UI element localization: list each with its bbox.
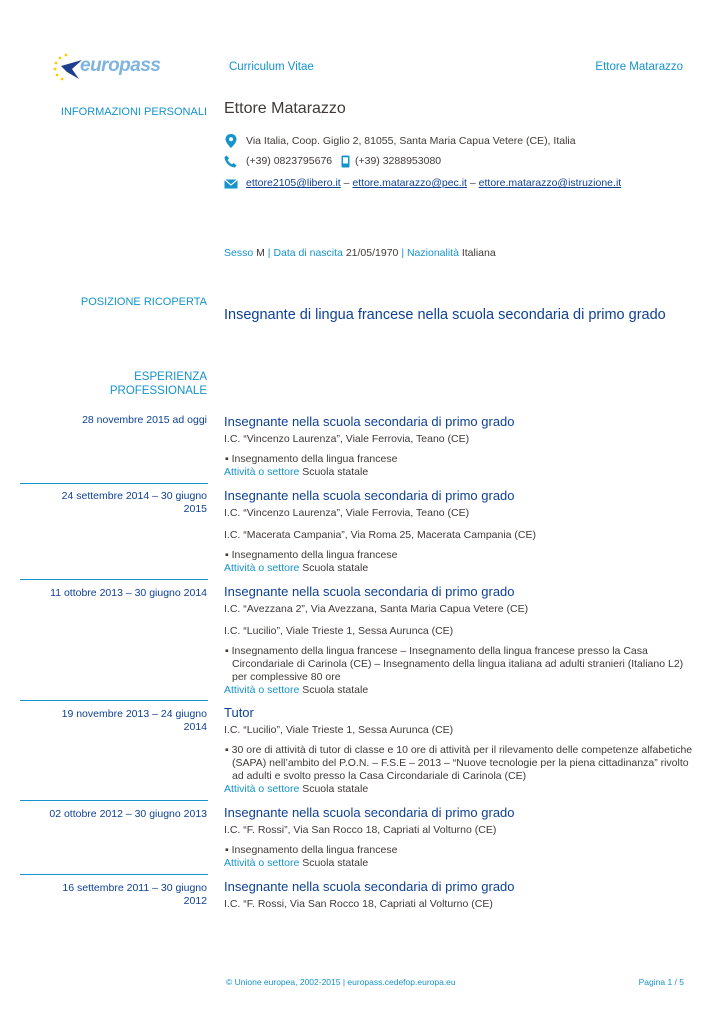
activity-label: Attività o settore <box>224 684 300 696</box>
footer-copyright: © Unione europea, 2002-2015 | europass.cedefop.europa.eu <box>226 977 456 987</box>
sex-label: Sesso <box>224 247 254 259</box>
job-employer: I.C. “Lucilio”, Viale Trieste 1, Sessa Aurunca (CE) <box>224 625 454 637</box>
job-employer: I.C. “Vincenzo Laurenza”, Viale Ferrovia, Teano (CE) <box>224 507 470 519</box>
date-line: 16 settembre 2011 – 30 giugno <box>62 882 207 894</box>
divider <box>20 874 208 875</box>
logo-text: europass <box>80 55 161 76</box>
section-label-personal: INFORMAZIONI PERSONALI <box>60 106 207 118</box>
job-description: ▪ Insegnamento della lingua francese <box>225 844 398 856</box>
separator-bar: | <box>267 247 271 259</box>
position-text: Insegnante di lingua francese nella scuola secondaria di primo grado <box>224 307 666 323</box>
job-date <box>20 882 207 908</box>
job-employer: I.C. “Vincenzo Laurenza”, Viale Ferrovia, Teano (CE) <box>224 433 470 445</box>
nationality-value: Italiana <box>461 247 496 259</box>
section-label-line: PROFESSIONALE <box>109 385 207 397</box>
footer-page-number: Pagina 1 / 5 <box>638 977 684 987</box>
job-sector <box>224 466 694 479</box>
location-pin-icon <box>225 134 237 148</box>
sex-value: M <box>256 247 265 259</box>
job-title: Insegnante nella scuola secondaria di primo grado <box>224 879 515 894</box>
date-line: 2012 <box>183 895 207 907</box>
activity-value: Scuola statale <box>302 783 369 795</box>
job-title: Insegnante nella scuola secondaria di primo grado <box>224 488 515 503</box>
address-row <box>224 134 704 150</box>
section-label-experience <box>20 370 207 398</box>
job-employer: I.C. “F. Rossi, Via San Rocco 18, Capriati al Volturno (CE) <box>224 898 493 910</box>
email-envelope-icon <box>224 179 238 189</box>
europass-logo <box>52 52 161 82</box>
activity-value: Scuola statale <box>302 562 369 574</box>
job-sector <box>224 857 694 870</box>
email-link-1[interactable]: ettore2105@libero.it <box>246 177 341 189</box>
phone-text: (+39) 0823795676 <box>246 155 333 167</box>
email-separator: – <box>469 177 476 189</box>
job-entry <box>224 584 694 697</box>
activity-label: Attività o settore <box>224 562 300 574</box>
job-employer: I.C. “Lucilio”, Viale Trieste 1, Sessa Aurunca (CE) <box>224 724 454 736</box>
doc-title: Curriculum Vitae <box>229 61 314 73</box>
date-line: 24 settembre 2014 – 30 giugno <box>61 490 207 502</box>
job-date: 28 novembre 2015 ad oggi <box>82 414 207 426</box>
header-name: Ettore Matarazzo <box>595 61 683 73</box>
job-sector <box>224 562 694 575</box>
job-sector <box>224 684 694 697</box>
section-label-line: ESPERIENZA <box>134 371 207 383</box>
activity-value: Scuola statale <box>302 857 369 869</box>
job-date: 02 ottobre 2012 – 30 giugno 2013 <box>49 808 207 820</box>
date-line: 2014 <box>183 721 207 733</box>
date-line: 19 novembre 2013 – 24 giugno <box>61 708 207 720</box>
divider <box>20 579 208 580</box>
job-employer: I.C. “F. Rossi”, Via San Rocco 18, Capriati al Volturno (CE) <box>224 824 497 836</box>
job-date <box>20 708 207 734</box>
job-entry <box>224 414 694 479</box>
job-title: Insegnante nella scuola secondaria di primo grado <box>224 584 515 599</box>
email-link-2[interactable]: ettore.matarazzo@pec.it <box>352 177 467 189</box>
separator-bar: | <box>401 247 405 259</box>
job-date <box>20 490 207 516</box>
date-line: 2015 <box>183 503 207 515</box>
job-description: ▪ Insegnamento della lingua francese – Insegnamento della lingua francese presso la Casa Circondariale di Carinola (CE) – Insegnamento della lingua italiana ad adulti stranieri (Italiano L2) per complessive 80 ore <box>225 645 684 683</box>
divider <box>20 483 208 484</box>
job-title: Tutor <box>224 705 254 720</box>
mobile-phone-icon <box>341 155 350 168</box>
job-description: ▪ Insegnamento della lingua francese <box>225 453 398 465</box>
job-entry <box>224 879 694 911</box>
job-employer: I.C. “Macerata Campania”, Via Roma 25, Macerata Campania (CE) <box>224 529 537 541</box>
activity-label: Attività o settore <box>224 857 300 869</box>
divider <box>20 800 208 801</box>
section-label-position: POSIZIONE RICOPERTA <box>80 296 207 308</box>
email-row <box>224 176 704 192</box>
divider <box>20 700 208 701</box>
activity-value: Scuola statale <box>302 684 369 696</box>
birth-value: 21/05/1970 <box>345 247 399 259</box>
mobile-text: (+39) 3288953080 <box>355 155 442 167</box>
job-date: 11 ottobre 2013 – 30 giugno 2014 <box>50 587 207 599</box>
address-text: Via Italia, Coop. Giglio 2, 81055, Santa Maria Capua Vetere (CE), Italia <box>246 135 576 147</box>
job-employer: I.C. “Avezzana 2”, Via Avezzana, Santa Maria Capua Vetere (CE) <box>224 603 529 615</box>
activity-label: Attività o settore <box>224 783 300 795</box>
job-title: Insegnante nella scuola secondaria di primo grado <box>224 805 515 820</box>
job-entry <box>224 488 694 575</box>
nationality-label: Nazionalità <box>406 247 459 259</box>
phone-icon <box>224 155 237 168</box>
activity-label: Attività o settore <box>224 466 300 478</box>
job-sector <box>224 783 694 796</box>
birth-label: Data di nascita <box>273 247 343 259</box>
job-entry <box>224 705 694 796</box>
email-separator: – <box>343 177 350 189</box>
person-name: Ettore Matarazzo <box>224 100 346 117</box>
job-title: Insegnante nella scuola secondaria di primo grado <box>224 414 515 429</box>
job-entry <box>224 805 694 870</box>
phone-row <box>224 154 704 170</box>
email-link-3[interactable]: ettore.matarazzo@istruzione.it <box>478 177 622 189</box>
job-description: ▪ Insegnamento della lingua francese <box>225 549 398 561</box>
job-description: ▪ 30 ore di attività di tutor di classe e 10 ore di attività per il rilevamento delle competenze alfabetiche (SAPA) nell’ambito del P.O.N. – F.S.E – 2013 – “Nuove tecnologie per la piena cittadinanza” rivolto ad adulti e svolto presso la Casa Circondariale di Carinola (CE) <box>225 744 693 782</box>
personal-details-line <box>224 247 496 260</box>
activity-value: Scuola statale <box>302 466 369 478</box>
